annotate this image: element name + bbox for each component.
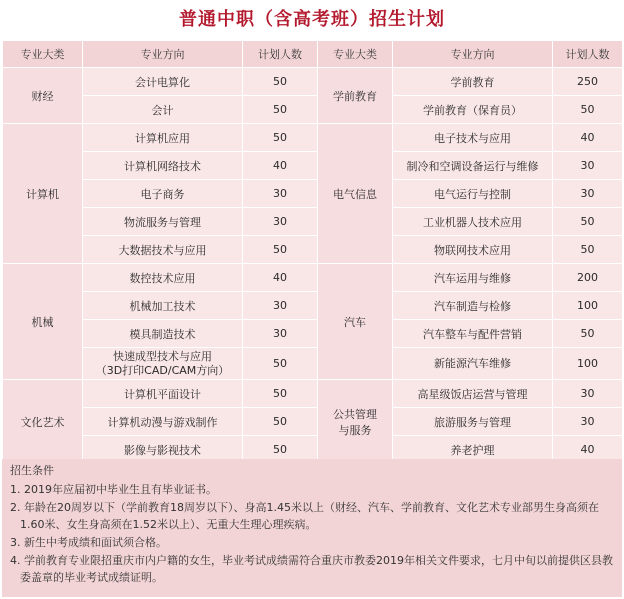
header-count-right: 计划人数 (553, 41, 623, 68)
header-direction-right: 专业方向 (393, 41, 553, 68)
direction-cell: 物流服务与管理 (83, 208, 243, 236)
direction-cell: 数控技术应用 (83, 264, 243, 292)
conditions-title: 招生条件 (10, 464, 54, 477)
direction-cell: 新能源汽车维修 (393, 348, 553, 380)
direction-cell: 制冷和空调设备运行与维修 (393, 152, 553, 180)
enrollment-plan-table (2, 40, 623, 464)
count-cell: 50 (553, 236, 623, 264)
table-row (3, 264, 623, 292)
direction-cell: 大数据技术与应用 (83, 236, 243, 264)
table-row (3, 380, 623, 408)
page-title: 普通中职（含高考班）招生计划 (179, 9, 445, 30)
header-category-right: 专业大类 (318, 41, 393, 68)
direction-cell: 汽车运用与维修 (393, 264, 553, 292)
condition-item: 4. 学前教育专业限招重庆市内户籍的女生，毕业考试成绩需符合重庆市教委2019年相关文件要求，七月中旬以前提供区县教委盖章的毕业考试成绩证明。 (10, 554, 613, 584)
direction-cell: 电子技术与应用 (393, 124, 553, 152)
count-cell: 30 (553, 380, 623, 408)
direction-cell: 工业机器人技术应用 (393, 208, 553, 236)
category-cell: 电气信息 (318, 124, 393, 264)
table-row (3, 408, 623, 436)
count-cell: 250 (553, 68, 623, 96)
condition-item: 1. 2019年应届初中毕业生且有毕业证书。 (10, 483, 217, 496)
direction-cell: 计算机动漫与游戏制作 (83, 408, 243, 436)
table-row (3, 292, 623, 320)
count-cell: 30 (243, 320, 318, 348)
direction-cell: 旅游服务与管理 (393, 408, 553, 436)
table-row (3, 152, 623, 180)
condition-item: 2. 年龄在20周岁以下（学前教育18周岁以下）、身高1.45米以上（财经、汽车、学前教育、文化艺术专业部男生身高须在1.60米、女生身高须在1.52米以上）、无重大生理心理疾病。 (10, 501, 599, 531)
count-cell: 50 (243, 124, 318, 152)
table-header-row (3, 41, 623, 68)
direction-cell: 模具制造技术 (83, 320, 243, 348)
count-cell: 100 (553, 292, 623, 320)
condition-item: 3. 新生中考成绩和面试须合格。 (10, 536, 167, 549)
direction-cell: 机械加工技术 (83, 292, 243, 320)
table-row (3, 124, 623, 152)
direction-cell: 会计电算化 (83, 68, 243, 96)
count-cell: 50 (553, 96, 623, 124)
table-row (3, 208, 623, 236)
category-cell: 机械 (3, 264, 83, 380)
category-cell: 计算机 (3, 124, 83, 264)
direction-cell: 物联网技术应用 (393, 236, 553, 264)
count-cell: 50 (553, 208, 623, 236)
table-row (3, 348, 623, 380)
category-line: 公共管理 (333, 407, 377, 421)
count-cell: 40 (243, 152, 318, 180)
category-cell: 学前教育 (318, 68, 393, 124)
count-cell: 30 (243, 208, 318, 236)
direction-cell: 养老护理 (393, 436, 553, 464)
count-cell: 40 (243, 264, 318, 292)
count-cell: 50 (243, 408, 318, 436)
count-cell: 40 (553, 436, 623, 464)
count-cell: 50 (243, 96, 318, 124)
category-cell: 文化艺术 (3, 380, 83, 464)
header-category-left: 专业大类 (3, 41, 83, 68)
table-row (3, 320, 623, 348)
count-cell: 30 (243, 292, 318, 320)
category-cell: 汽车 (318, 264, 393, 380)
table-row (3, 236, 623, 264)
count-cell: 30 (553, 408, 623, 436)
count-cell: 30 (243, 180, 318, 208)
count-cell: 30 (553, 180, 623, 208)
category-cell: 财经 (3, 68, 83, 124)
count-cell: 50 (243, 68, 318, 96)
count-cell: 100 (553, 348, 623, 380)
direction-cell (83, 348, 243, 380)
category-line-2: 与服务 (338, 423, 372, 437)
header-direction-left: 专业方向 (83, 41, 243, 68)
count-cell: 50 (243, 380, 318, 408)
count-cell: 40 (553, 124, 623, 152)
direction-cell: 电子商务 (83, 180, 243, 208)
direction-cell: 会计 (83, 96, 243, 124)
direction-cell: 汽车整车与配件营销 (393, 320, 553, 348)
direction-cell: 影像与影视技术 (83, 436, 243, 464)
count-cell: 50 (553, 320, 623, 348)
count-cell: 50 (243, 348, 318, 380)
direction-cell: 汽车制造与检修 (393, 292, 553, 320)
direction-cell: 高星级饭店运营与管理 (393, 380, 553, 408)
category-cell (318, 380, 393, 464)
direction-cell: 计算机平面设计 (83, 380, 243, 408)
header-count-left: 计划人数 (243, 41, 318, 68)
count-cell: 50 (243, 436, 318, 464)
count-cell: 200 (553, 264, 623, 292)
direction-cell: 计算机应用 (83, 124, 243, 152)
direction-line: 快速成型技术与应用 (113, 349, 212, 363)
direction-cell: 计算机网络技术 (83, 152, 243, 180)
table-row (3, 68, 623, 96)
admission-conditions (2, 459, 622, 597)
direction-cell: 学前教育 (393, 68, 553, 96)
direction-cell: 电气运行与控制 (393, 180, 553, 208)
table-row (3, 180, 623, 208)
table-row (3, 96, 623, 124)
count-cell: 50 (243, 236, 318, 264)
count-cell: 30 (553, 152, 623, 180)
direction-cell: 学前教育（保育员） (393, 96, 553, 124)
direction-line-2: （3D打印CAD/CAM方向） (95, 363, 230, 377)
